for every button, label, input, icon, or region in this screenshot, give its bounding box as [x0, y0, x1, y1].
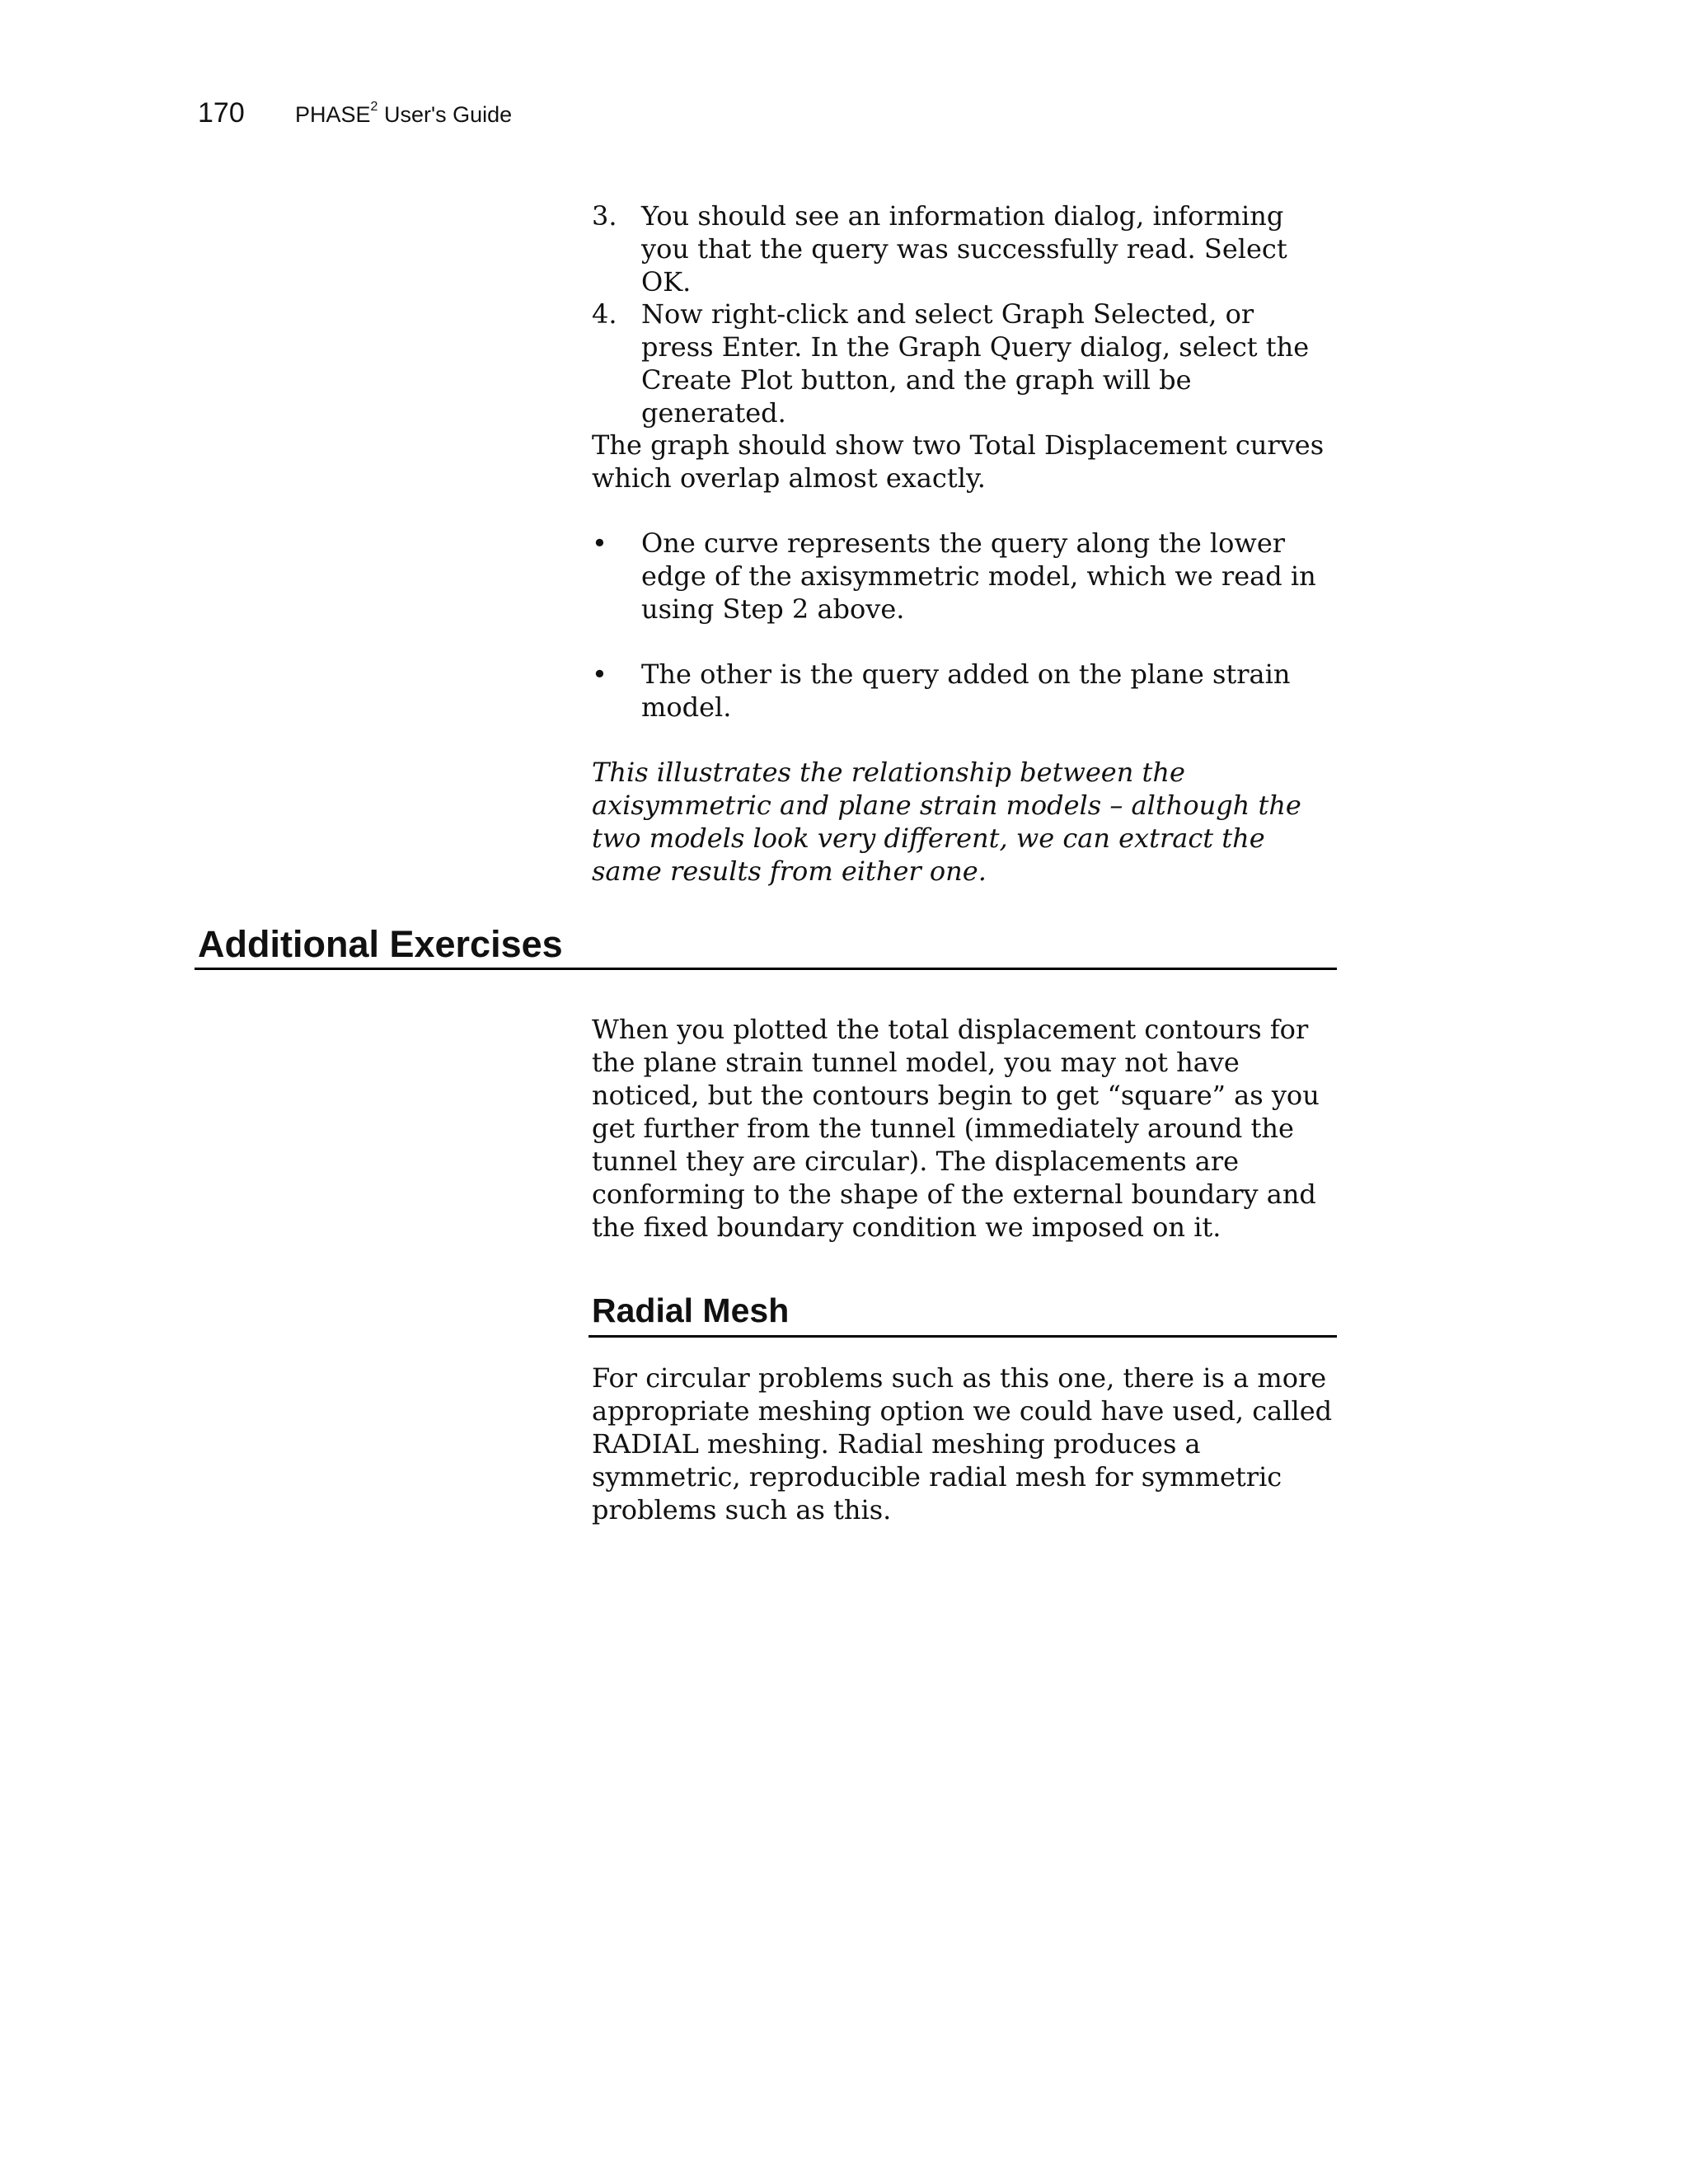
graph-paragraph: The graph should show two Total Displacement curves which overlap almost exactly.	[592, 429, 1325, 494]
bullet-item	[592, 527, 1334, 626]
step-number: 3.	[592, 200, 617, 232]
guide-title-suffix: User's Guide	[377, 102, 513, 127]
step-text: Now right-click and select Graph Selected, or press Enter. In the Graph Query dialog, select the Create Plot button, and the graph will be generated.	[641, 298, 1310, 429]
subsection-heading-radial-mesh: Radial Mesh	[592, 1291, 790, 1329]
guide-title-prefix: PHASE	[295, 102, 371, 127]
bullet-item	[592, 658, 1334, 724]
step-text: You should see an information dialog, informing you that the query was successfully read. Select OK.	[641, 200, 1287, 298]
step-number: 4.	[592, 298, 617, 330]
bullet-marker: •	[592, 658, 607, 690]
step-item-3	[592, 199, 1334, 298]
step-item-4	[592, 298, 1334, 429]
subsection-divider	[588, 1335, 1337, 1338]
bullet-text: One curve represents the query along the lower edge of the axisymmetric model, which we read in using Step 2 above.	[641, 527, 1316, 625]
guide-title	[295, 100, 512, 128]
section-heading-additional-exercises: Additional Exercises	[198, 923, 563, 965]
running-header	[198, 97, 512, 129]
bullet-text: The other is the query added on the plane strain model.	[641, 658, 1291, 723]
guide-title-superscript: 2	[370, 100, 378, 114]
radial-mesh-paragraph: For circular problems such as this one, there is a more appropriate meshing option we could have used, called RADIAL meshing. Radial meshing produces a symmetric, reproducible radial mesh for symmetric problems such as this.	[592, 1362, 1333, 1526]
page-number: 170	[198, 97, 245, 129]
section-divider	[195, 968, 1337, 970]
italic-note: This illustrates the relationship between the axisymmetric and plane strain models – although the two models look very different, we can extract the same results from either one.	[592, 757, 1301, 887]
additional-exercises-paragraph: When you plotted the total displacement contours for the plane strain tunnel model, you may not have noticed, but the contours begin to get “square” as you get further from the tunnel (immediately around the tunnel they are circular). The displacements are conforming to the shape of the external boundary and the fixed boundary condition we imposed on it.	[592, 1014, 1320, 1243]
bullet-marker: •	[592, 527, 607, 559]
